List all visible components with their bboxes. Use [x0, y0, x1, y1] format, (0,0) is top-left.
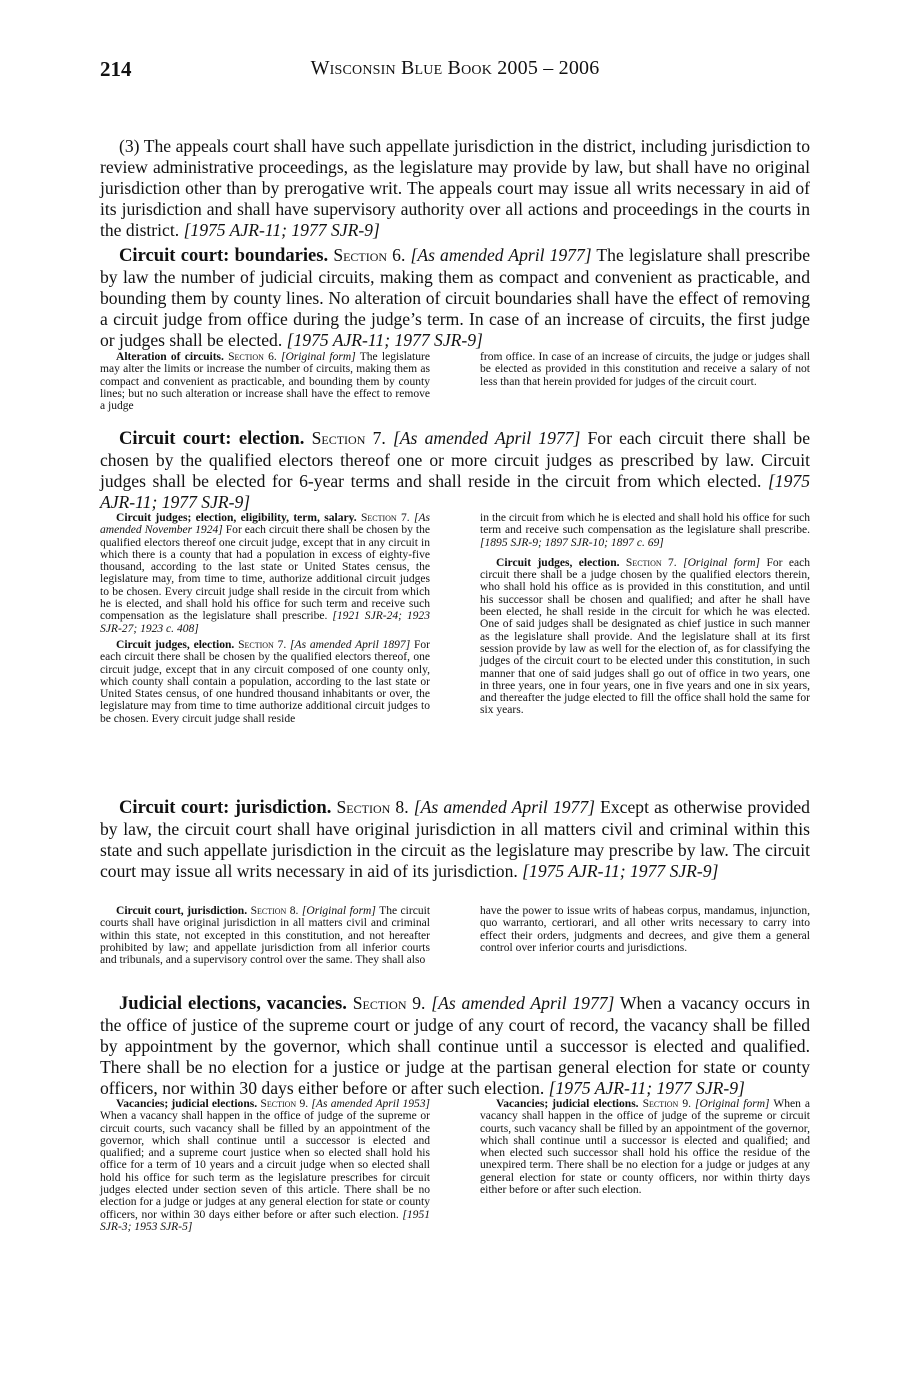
- section-8-text: Except as otherwise provided by law, the circuit court shall have original jurisdiction in all matters civil and criminal within this state and such appellate jurisdiction in the circuit as the legislature may prescribe by law. The circuit court may issue all writs necessary in aid of its jurisdiction.: [100, 797, 810, 881]
- notes-right-column: [480, 512, 810, 725]
- section-8-paragraph: [100, 797, 810, 882]
- section-6-paragraph: [100, 245, 810, 351]
- note-form: [Original form]: [301, 905, 376, 917]
- note-heading: Vacancies; judicial elections.: [496, 1098, 639, 1110]
- section-7-text: For each circuit there shall be chosen by the qualified electors thereof one or more circuit judges as prescribed by law. Circuit judges shall be elected for 6-year terms and shall reside in the circuit from which elected.: [100, 428, 810, 491]
- note-alteration-of-circuits: [100, 351, 430, 412]
- note-continuation: [480, 512, 810, 549]
- section-9-text: When a vacancy occurs in the office of justice of the supreme court or judge of any court of record, the vacancy shall be filled by appointment by the governor, which shall continue until a successor is elected and qualified. There shall be no election for a justice or judge at the partisan general election for state or county officers, nor within 30 days either before or after such election.: [100, 993, 810, 1098]
- notes-right-column: [480, 1098, 810, 1233]
- note-text: For each circuit there shall be chosen by the qualified electors thereof, one circuit judge, except that in any circuit composed of one county only, which county shall contain a population, according to the last state or United States census, of one hundred thousand inhabitants or over, the legislature may from time to time authorize additional circuit judges to be chosen. Every circuit judge shall reside: [100, 638, 431, 725]
- note-continuation: have the power to issue writs of habeas corpus, mandamus, injunction, quo warranto, certiorari, and all other writs necessary to carry into effect their orders, judgments and decrees, and give them a general control over inferior courts and jurisdictions.: [480, 905, 810, 954]
- note-circuit-judges-1924: [100, 512, 430, 635]
- note-heading: Alteration of circuits.: [116, 351, 224, 363]
- note-heading: Circuit judges, election.: [496, 556, 620, 569]
- note-form: [As amended April 1897]: [290, 638, 411, 651]
- section-9-paragraph: [100, 993, 810, 1099]
- note-text: When a vacancy shall happen in the office of judge of the supreme or circuit courts, such vacancy shall be filled by an appointment of the governor, which shall continue until a successor is elected and qualified; and when elected such successor shall hold his office the residue of the unexpired term. There shall be no election for a judge or judges at any general election for state or county officers, nor within thirty days either before or after such election.: [480, 1098, 811, 1197]
- note-text: The circuit courts shall have original jurisdiction in all matters civil and criminal within this state, not excepted in this constitution, and not hereafter prohibited by law; and appellate jurisdiction from all inferior courts and tribunals, and a supervisory control over the same. They shall also: [100, 905, 431, 967]
- appeals-court-paragraph: [100, 136, 810, 241]
- section-9-historical-notes: [100, 1098, 810, 1233]
- notes-left-column: [100, 512, 430, 725]
- book-title: Wisconsin Blue Book 2005 – 2006: [310, 57, 600, 79]
- notes-right-column: [480, 905, 810, 966]
- note-section: Section 7.: [360, 512, 410, 524]
- note-text: For each circuit there shall be chosen by the qualified electors thereof one circuit judge, except that in any circuit in which there is a county that had a population in excess of eighty-five thousand, according to the last state or United States census, the legislature may, from time to time, authorize additional circuit judges to be chosen. Every circuit judge shall reside in the circuit from which he is elected, and shall hold his office for such term and receive such compensation as the legislature shall prescribe.: [100, 524, 431, 623]
- note-heading: Circuit judges, election.: [116, 638, 235, 651]
- section-9-amended: [As amended April 1977]: [431, 993, 615, 1013]
- section-6-citation: [1975 AJR-11; 1977 SJR-9]: [286, 329, 483, 350]
- notes-left-column: [100, 905, 430, 966]
- note-circuit-judges-original: [480, 557, 810, 717]
- notes-left-column: [100, 1098, 430, 1233]
- note-section: Section 9.: [260, 1098, 309, 1110]
- note-form: [Original form]: [280, 351, 356, 363]
- note-form: [Original form]: [694, 1098, 770, 1110]
- note-text: The legislature may alter the limits or increase the number of circuits, making them as compact and convenient as practicable, and bounding them by county lines; but no such alteration or increase shall have the effect to remove a judge: [100, 351, 430, 413]
- note-citation: [1895 SJR-9; 1897 SJR-10; 1897 c. 69]: [480, 536, 664, 549]
- note-section: Section 7.: [625, 556, 677, 569]
- section-6-amended: [As amended April 1977]: [410, 245, 592, 265]
- section-9-heading: Judicial elections, vacancies.: [119, 993, 347, 1014]
- note-heading: Vacancies; judicial elections.: [116, 1098, 258, 1110]
- note-section: Section 7.: [238, 638, 287, 651]
- note-form: [Original form]: [683, 556, 761, 569]
- note-citation: [1921 SJR-24; 1923 SJR-27; 1923 c. 408]: [100, 610, 430, 635]
- section-8-label: Section 8.: [336, 797, 409, 817]
- note-circuit-judges-1897: [100, 639, 430, 725]
- section-8-amended: [As amended April 1977]: [413, 797, 595, 817]
- note-form: [As amended November 1924]: [100, 512, 431, 537]
- note-form: [As amended April 1953]: [311, 1098, 431, 1110]
- section-6-historical-notes: [100, 351, 810, 412]
- section-6-heading: Circuit court: boundaries.: [119, 245, 329, 266]
- page-number: 214: [100, 57, 132, 81]
- section-7-amended: [As amended April 1977]: [392, 428, 581, 448]
- note-section: Section 6.: [228, 351, 277, 363]
- notes-right-column: [480, 351, 810, 412]
- section-9-label: Section 9.: [352, 993, 426, 1013]
- note-section: Section 9.: [642, 1098, 691, 1110]
- note-continuation: from office. In case of an increase of circuits, the judge or judges shall be elected as provided in this constitution and receive a salary of not less than that herein provided for judges of the circuit court.: [480, 351, 810, 388]
- note-section: Section 8.: [250, 905, 299, 917]
- section-8-citation: [1975 AJR-11; 1977 SJR-9]: [522, 860, 719, 881]
- notes-left-column: [100, 351, 430, 412]
- section-7-label: Section 7.: [311, 428, 386, 448]
- section-8-historical-notes: [100, 905, 810, 966]
- section-8-heading: Circuit court: jurisdiction.: [119, 797, 332, 818]
- note-text: For each circuit there shall be a judge chosen by the qualified electors therein, who shall hold his office as is provided in this constitution, and until his successor shall be chosen and qualified; and after he shall have been elected, he shall reside in the circuit for which he was elected. One of said judges shall be designated as chief justice in such manner as the legislature shall provide. And the legislature shall at its first session provide by law as well for the election of, as for classifying the judges of the circuit court to be elected under this constitution, in such manner that one of said judges shall go out of office in two years, one in three years, one in four years, one in five years and one in six years, and thereafter the judge elected to fill the office shall hold the same for six years.: [480, 556, 811, 717]
- section-9-citation: [1975 AJR-11; 1977 SJR-9]: [548, 1077, 745, 1098]
- note-text: When a vacancy shall happen in the office of judge of the supreme or circuit courts, such vacancy shall be filled by an appointment of the governor, which shall continue until a successor is elected and qualified; and a supreme court justice when so elected shall hold his office for a term of 10 years and a circuit judge when so elected shall hold his office for such term as the legislature prescribes for circuit judges elected under section seven of this article. There shall be no election for a judge or judges at any general election for state or county officers, nor within 30 days either before or after such election.: [100, 1110, 430, 1221]
- running-head: [100, 57, 810, 83]
- appeals-text: (3) The appeals court shall have such appellate jurisdiction in the district, including jurisdiction to review administrative proceedings, as the legislature may provide by law, but shall have no original jurisdiction other than by prerogative writ. The appeals court may issue all writs necessary in aid of its jurisdiction and shall have supervisory authority over all actions and proceedings in the courts in the district.: [100, 136, 810, 240]
- section-6-label: Section 6.: [333, 245, 406, 265]
- note-citation: [1951 SJR-3; 1953 SJR-5]: [100, 1208, 430, 1233]
- note-text: in the circuit from which he is elected and shall hold his office for such term and receive such compensation as the legislature shall prescribe.: [480, 512, 810, 537]
- note-heading: Circuit judges; election, eligibility, term, salary.: [116, 512, 357, 524]
- section-7-citation: [1975 AJR-11; 1977 SJR-9]: [100, 470, 810, 512]
- section-7-heading: Circuit court: election.: [119, 428, 305, 449]
- note-vacancies-1953: [100, 1098, 430, 1233]
- note-circuit-court-jurisdiction: [100, 905, 430, 966]
- section-6-text: The legislature shall prescribe by law the number of judicial circuits, making them as compact and convenient as practicable, and bounding them by county lines. No alteration of circuit boundaries shall have the effect of removing a circuit judge from office during the judge’s term. In case of an increase of circuits, the first judge or judges shall be elected.: [100, 245, 811, 350]
- note-heading: Circuit court, jurisdiction.: [116, 905, 248, 917]
- section-7-paragraph: [100, 428, 810, 513]
- section-7-historical-notes: [100, 512, 810, 725]
- appeals-citation: [1975 AJR-11; 1977 SJR-9]: [183, 219, 380, 240]
- note-vacancies-original: [480, 1098, 810, 1196]
